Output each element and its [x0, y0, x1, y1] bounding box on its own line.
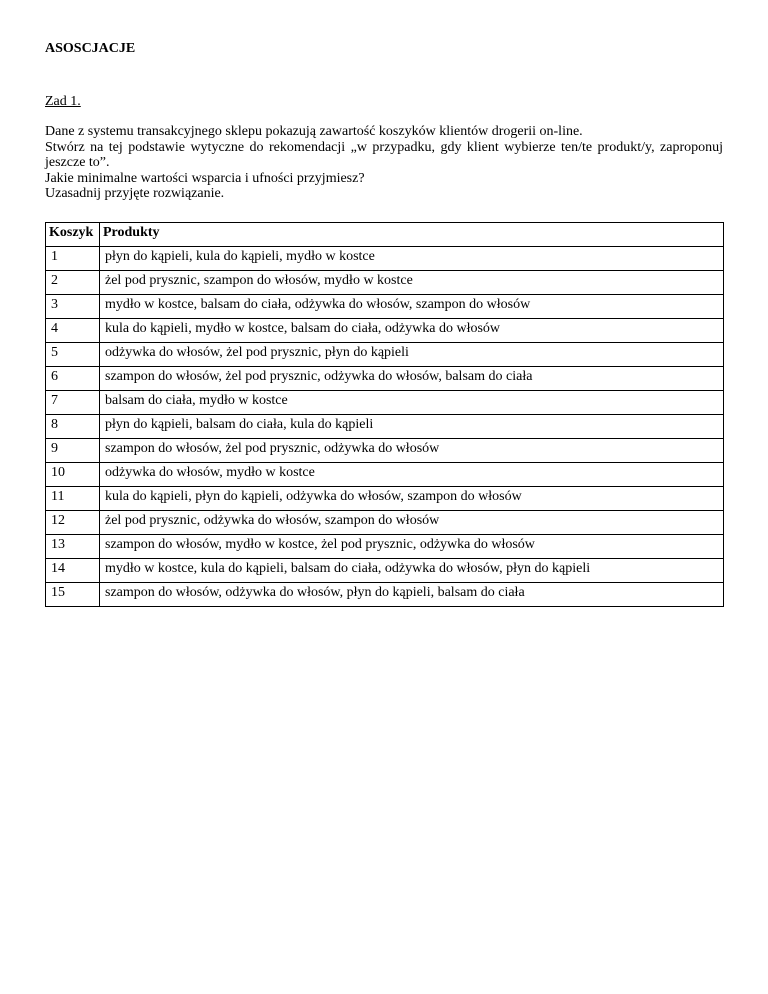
table-row [46, 463, 724, 487]
basket-id-cell: 4 [46, 319, 100, 343]
products-cell: płyn do kąpieli, balsam do ciała, kula do kąpieli [100, 415, 724, 439]
table-row [46, 583, 724, 607]
products-cell: szampon do włosów, odżywka do włosów, płyn do kąpieli, balsam do ciała [100, 583, 724, 607]
task-description [45, 124, 723, 202]
baskets-table [45, 222, 724, 607]
basket-id-cell: 2 [46, 271, 100, 295]
table-row [46, 367, 724, 391]
header-basket: Koszyk [46, 223, 100, 247]
products-cell: mydło w kostce, balsam do ciała, odżywka do włosów, szampon do włosów [100, 295, 724, 319]
table-row [46, 559, 724, 583]
table-row [46, 343, 724, 367]
table-row [46, 535, 724, 559]
table-row [46, 295, 724, 319]
description-paragraph: Dane z systemu transakcyjnego sklepu pokazują zawartość koszyków klientów drogerii on-line. [45, 124, 583, 139]
task-label: Zad 1. [45, 94, 81, 109]
basket-id-cell: 11 [46, 487, 100, 511]
table-row [46, 511, 724, 535]
basket-id-cell: 6 [46, 367, 100, 391]
description-paragraph: Uzasadnij przyjęte rozwiązanie. [45, 186, 225, 201]
products-cell: szampon do włosów, mydło w kostce, żel pod prysznic, odżywka do włosów [100, 535, 724, 559]
basket-id-cell: 5 [46, 343, 100, 367]
description-paragraph: Stwórz na tej podstawie wytyczne do rekomendacji „w przypadku, gdy klient wybierze ten/te produkt/y, zaproponuj jeszcze to”. [45, 139, 723, 170]
products-cell: żel pod prysznic, szampon do włosów, mydło w kostce [100, 271, 724, 295]
basket-id-cell: 14 [46, 559, 100, 583]
products-cell: szampon do włosów, żel pod prysznic, odżywka do włosów [100, 439, 724, 463]
table-row [46, 391, 724, 415]
table-row [46, 487, 724, 511]
document-title: ASOSCJACJE [45, 41, 136, 56]
description-paragraph: Jakie minimalne wartości wsparcia i ufności przyjmiesz? [45, 170, 365, 186]
basket-id-cell: 10 [46, 463, 100, 487]
table-row [46, 439, 724, 463]
table-row [46, 271, 724, 295]
products-cell: odżywka do włosów, mydło w kostce [100, 463, 724, 487]
table-row [46, 319, 724, 343]
products-cell: kula do kąpieli, mydło w kostce, balsam do ciała, odżywka do włosów [100, 319, 724, 343]
basket-id-cell: 15 [46, 583, 100, 607]
products-cell: żel pod prysznic, odżywka do włosów, szampon do włosów [100, 511, 724, 535]
basket-id-cell: 8 [46, 415, 100, 439]
products-cell: kula do kąpieli, płyn do kąpieli, odżywka do włosów, szampon do włosów [100, 487, 724, 511]
basket-id-cell: 13 [46, 535, 100, 559]
products-cell: mydło w kostce, kula do kąpieli, balsam do ciała, odżywka do włosów, płyn do kąpieli [100, 559, 724, 583]
basket-id-cell: 12 [46, 511, 100, 535]
products-cell: balsam do ciała, mydło w kostce [100, 391, 724, 415]
products-cell: płyn do kąpieli, kula do kąpieli, mydło w kostce [100, 247, 724, 271]
table-row [46, 247, 724, 271]
header-products: Produkty [100, 223, 724, 247]
basket-id-cell: 3 [46, 295, 100, 319]
basket-id-cell: 7 [46, 391, 100, 415]
basket-id-cell: 9 [46, 439, 100, 463]
basket-id-cell: 1 [46, 247, 100, 271]
products-cell: odżywka do włosów, żel pod prysznic, płyn do kąpieli [100, 343, 724, 367]
products-cell: szampon do włosów, żel pod prysznic, odżywka do włosów, balsam do ciała [100, 367, 724, 391]
table-row [46, 415, 724, 439]
table-header-row [46, 223, 724, 247]
